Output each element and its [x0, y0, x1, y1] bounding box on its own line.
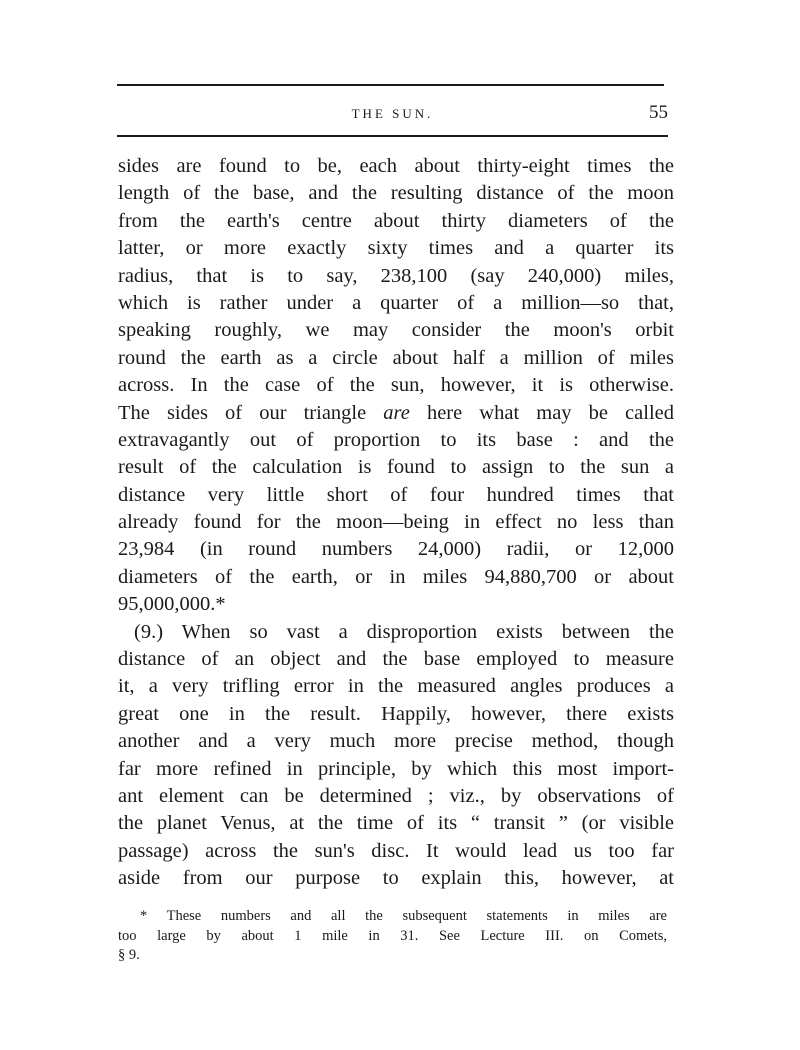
running-title: THE SUN. — [351, 106, 434, 121]
text-line-with-italic — [118, 400, 674, 427]
italic-word: are — [383, 401, 410, 424]
footnote-line: too large by about 1 mile in 31. See Lecture III. on Comets, — [118, 927, 667, 944]
text-segment: here what may be called — [409, 401, 674, 424]
text-line: across. In the case of the sun, however, it is otherwise. — [118, 374, 674, 397]
body-text — [118, 153, 674, 893]
text-line: diameters of the earth, or in miles 94,880,700 or about — [118, 565, 674, 588]
text-line: another and a very much more precise method, though — [118, 730, 674, 753]
running-head — [117, 104, 668, 128]
text-line: result of the calculation is found to assign to the sun a — [118, 456, 674, 479]
text-line: passage) across the sun's disc. It would lead us too far — [118, 839, 674, 862]
text-line: speaking roughly, we may consider the moon's orbit — [118, 319, 674, 342]
page-number: 55 — [649, 102, 668, 123]
text-line: which is rather under a quarter of a million—so that, — [118, 291, 674, 314]
text-line: already found for the moon—being in effect no less than — [118, 511, 674, 534]
text-line: latter, or more exactly sixty times and a quarter its — [118, 237, 674, 260]
footnote-line: * These numbers and all the subsequent statements in miles are — [140, 908, 667, 924]
paragraph-2 — [118, 619, 674, 893]
text-line: great one in the result. Happily, however, there exists — [118, 702, 674, 725]
text-line: round the earth as a circle about half a million of miles — [118, 346, 674, 369]
text-line: extravagantly out of proportion to its base : and the — [118, 428, 674, 451]
header-rule-top — [117, 84, 664, 86]
text-line: ant element can be determined ; viz., by observations of — [118, 784, 674, 807]
footnote-line: § 9. — [118, 947, 140, 963]
text-line: (9.) When so vast a disproportion exists between the — [134, 620, 674, 643]
footnote — [118, 907, 667, 966]
text-line: 23,984 (in round numbers 24,000) radii, or 12,000 — [118, 538, 674, 561]
text-line: 95,000,000.* — [118, 593, 226, 616]
text-line: sides are found to be, each about thirty-eight times the — [118, 155, 674, 177]
text-line: from the earth's centre about thirty diameters of the — [118, 209, 674, 232]
text-line: distance very little short of four hundred times that — [118, 483, 674, 506]
text-line: far more refined in principle, by which this most import- — [118, 757, 674, 780]
text-line: it, a very trifling error in the measured angles produces a — [118, 675, 674, 698]
paragraph-1 — [118, 153, 674, 619]
text-segment: The sides of our triangle — [118, 401, 384, 424]
text-line: length of the base, and the resulting distance of the moon — [118, 182, 674, 205]
text-line: the planet Venus, at the time of its “ transit ” (or visible — [118, 812, 674, 835]
text-line: radius, that is to say, 238,100 (say 240,000) miles, — [118, 264, 674, 287]
header-rule-bottom — [117, 135, 668, 137]
text-line: aside from our purpose to explain this, however, at — [118, 867, 674, 890]
text-line: distance of an object and the base employed to measure — [118, 648, 674, 671]
